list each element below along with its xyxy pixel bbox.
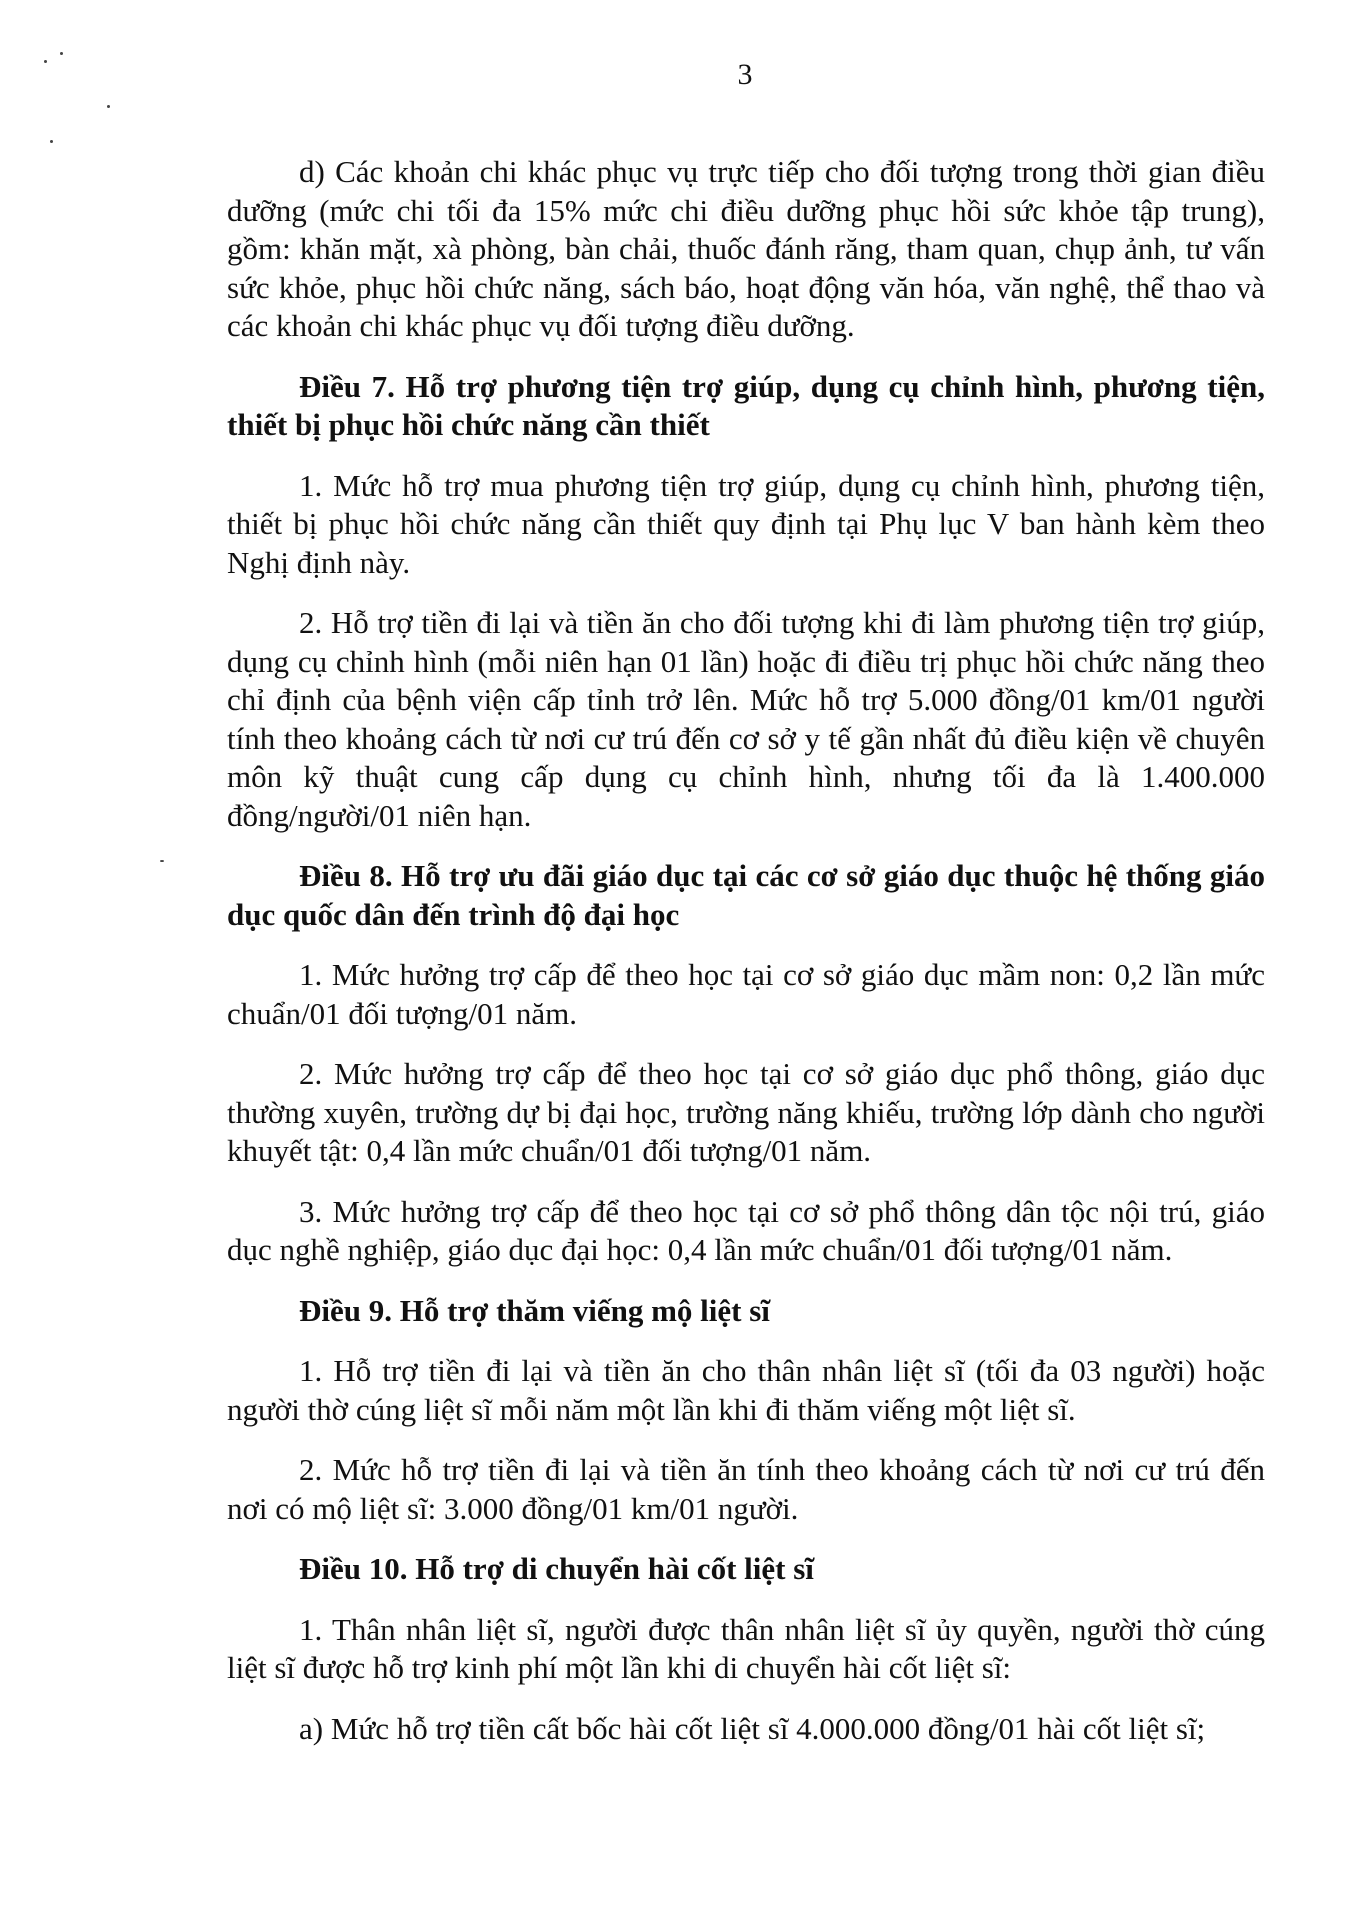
- article-10-item-a: a) Mức hỗ trợ tiền cất bốc hài cốt liệt sĩ 4.000.000 đồng/01 hài cốt liệt sĩ;: [299, 1710, 1206, 1746]
- article-10-heading: Điều 10. Hỗ trợ di chuyển hài cốt liệt sĩ: [299, 1551, 814, 1586]
- scan-speck: [60, 52, 63, 55]
- article-8-heading: Điều 8. Hỗ trợ ưu đãi giáo dục tại các cơ sở giáo dục thuộc hệ thống giáo dục quốc dân đến trình độ đại học: [227, 858, 1265, 932]
- article-8-item-2: 2. Mức hưởng trợ cấp để theo học tại cơ sở giáo dục phổ thông, giáo dục thường xuyên, trường dự bị đại học, trường năng khiếu, trường lớp dành cho người khuyết tật: 0,4 lần mức chuẩn/01 đối tượng/01 năm.: [227, 1056, 1265, 1168]
- scan-speck: [160, 860, 164, 862]
- paragraph-d: d) Các khoản chi khác phục vụ trực tiếp cho đối tượng trong thời gian điều dưỡng (mức chi tối đa 15% mức chi điều dưỡng phục hồi sức khỏe tập trung), gồm: khăn mặt, xà phòng, bàn chải, thuốc đánh răng, tham quan, chụp ảnh, tư vấn sức khỏe, phục hồi chức năng, sách báo, hoạt động văn hóa, văn nghệ, thể thao và các khoản chi khác phục vụ đối tượng điều dưỡng.: [227, 154, 1265, 343]
- article-9-item-1: 1. Hỗ trợ tiền đi lại và tiền ăn cho thân nhân liệt sĩ (tối đa 03 người) hoặc người thờ cúng liệt sĩ mỗi năm một lần khi đi thăm viếng một liệt sĩ.: [227, 1353, 1265, 1427]
- scan-speck: [107, 105, 110, 108]
- article-7-heading: Điều 7. Hỗ trợ phương tiện trợ giúp, dụng cụ chỉnh hình, phương tiện, thiết bị phục hồi chức năng cần thiết: [227, 368, 1265, 442]
- article-8-item-1: 1. Mức hưởng trợ cấp để theo học tại cơ sở giáo dục mầm non: 0,2 lần mức chuẩn/01 đối tượng/01 năm.: [227, 957, 1265, 1031]
- article-9-item-2: 2. Mức hỗ trợ tiền đi lại và tiền ăn tính theo khoảng cách từ nơi cư trú đến nơi có mộ liệt sĩ: 3.000 đồng/01 km/01 người.: [227, 1452, 1265, 1526]
- article-10-item-1: 1. Thân nhân liệt sĩ, người được thân nhân liệt sĩ ủy quyền, người thờ cúng liệt sĩ được hỗ trợ kinh phí một lần khi di chuyển hài cốt liệt sĩ:: [227, 1611, 1265, 1685]
- page-number: 3: [737, 58, 753, 91]
- article-7-item-1: 1. Mức hỗ trợ mua phương tiện trợ giúp, dụng cụ chỉnh hình, phương tiện, thiết bị phục hồi chức năng cần thiết quy định tại Phụ lục V ban hành kèm theo Nghị định này.: [227, 467, 1265, 580]
- document-body: [227, 153, 1265, 1770]
- article-9-heading: Điều 9. Hỗ trợ thăm viếng mộ liệt sĩ: [299, 1292, 770, 1328]
- scan-speck: [50, 140, 53, 143]
- article-8-item-3: 3. Mức hưởng trợ cấp để theo học tại cơ sở phổ thông dân tộc nội trú, giáo dục nghề nghiệp, giáo dục đại học: 0,4 lần mức chuẩn/01 đối tượng/01 năm.: [227, 1193, 1265, 1267]
- article-7-item-2: 2. Hỗ trợ tiền đi lại và tiền ăn cho đối tượng khi đi làm phương tiện trợ giúp, dụng cụ chỉnh hình (mỗi niên hạn 01 lần) hoặc đi điều trị phục hồi chức năng theo chỉ định của bệnh viện cấp tỉnh trở lên. Mức hỗ trợ 5.000 đồng/01 km/01 người tính theo khoảng cách từ nơi cư trú đến cơ sở y tế gần nhất đủ điều kiện về chuyên môn kỹ thuật cung cấp dụng cụ chỉnh hình, nhưng tối đa là 1.400.000 đồng/người/01 niên hạn.: [227, 605, 1265, 833]
